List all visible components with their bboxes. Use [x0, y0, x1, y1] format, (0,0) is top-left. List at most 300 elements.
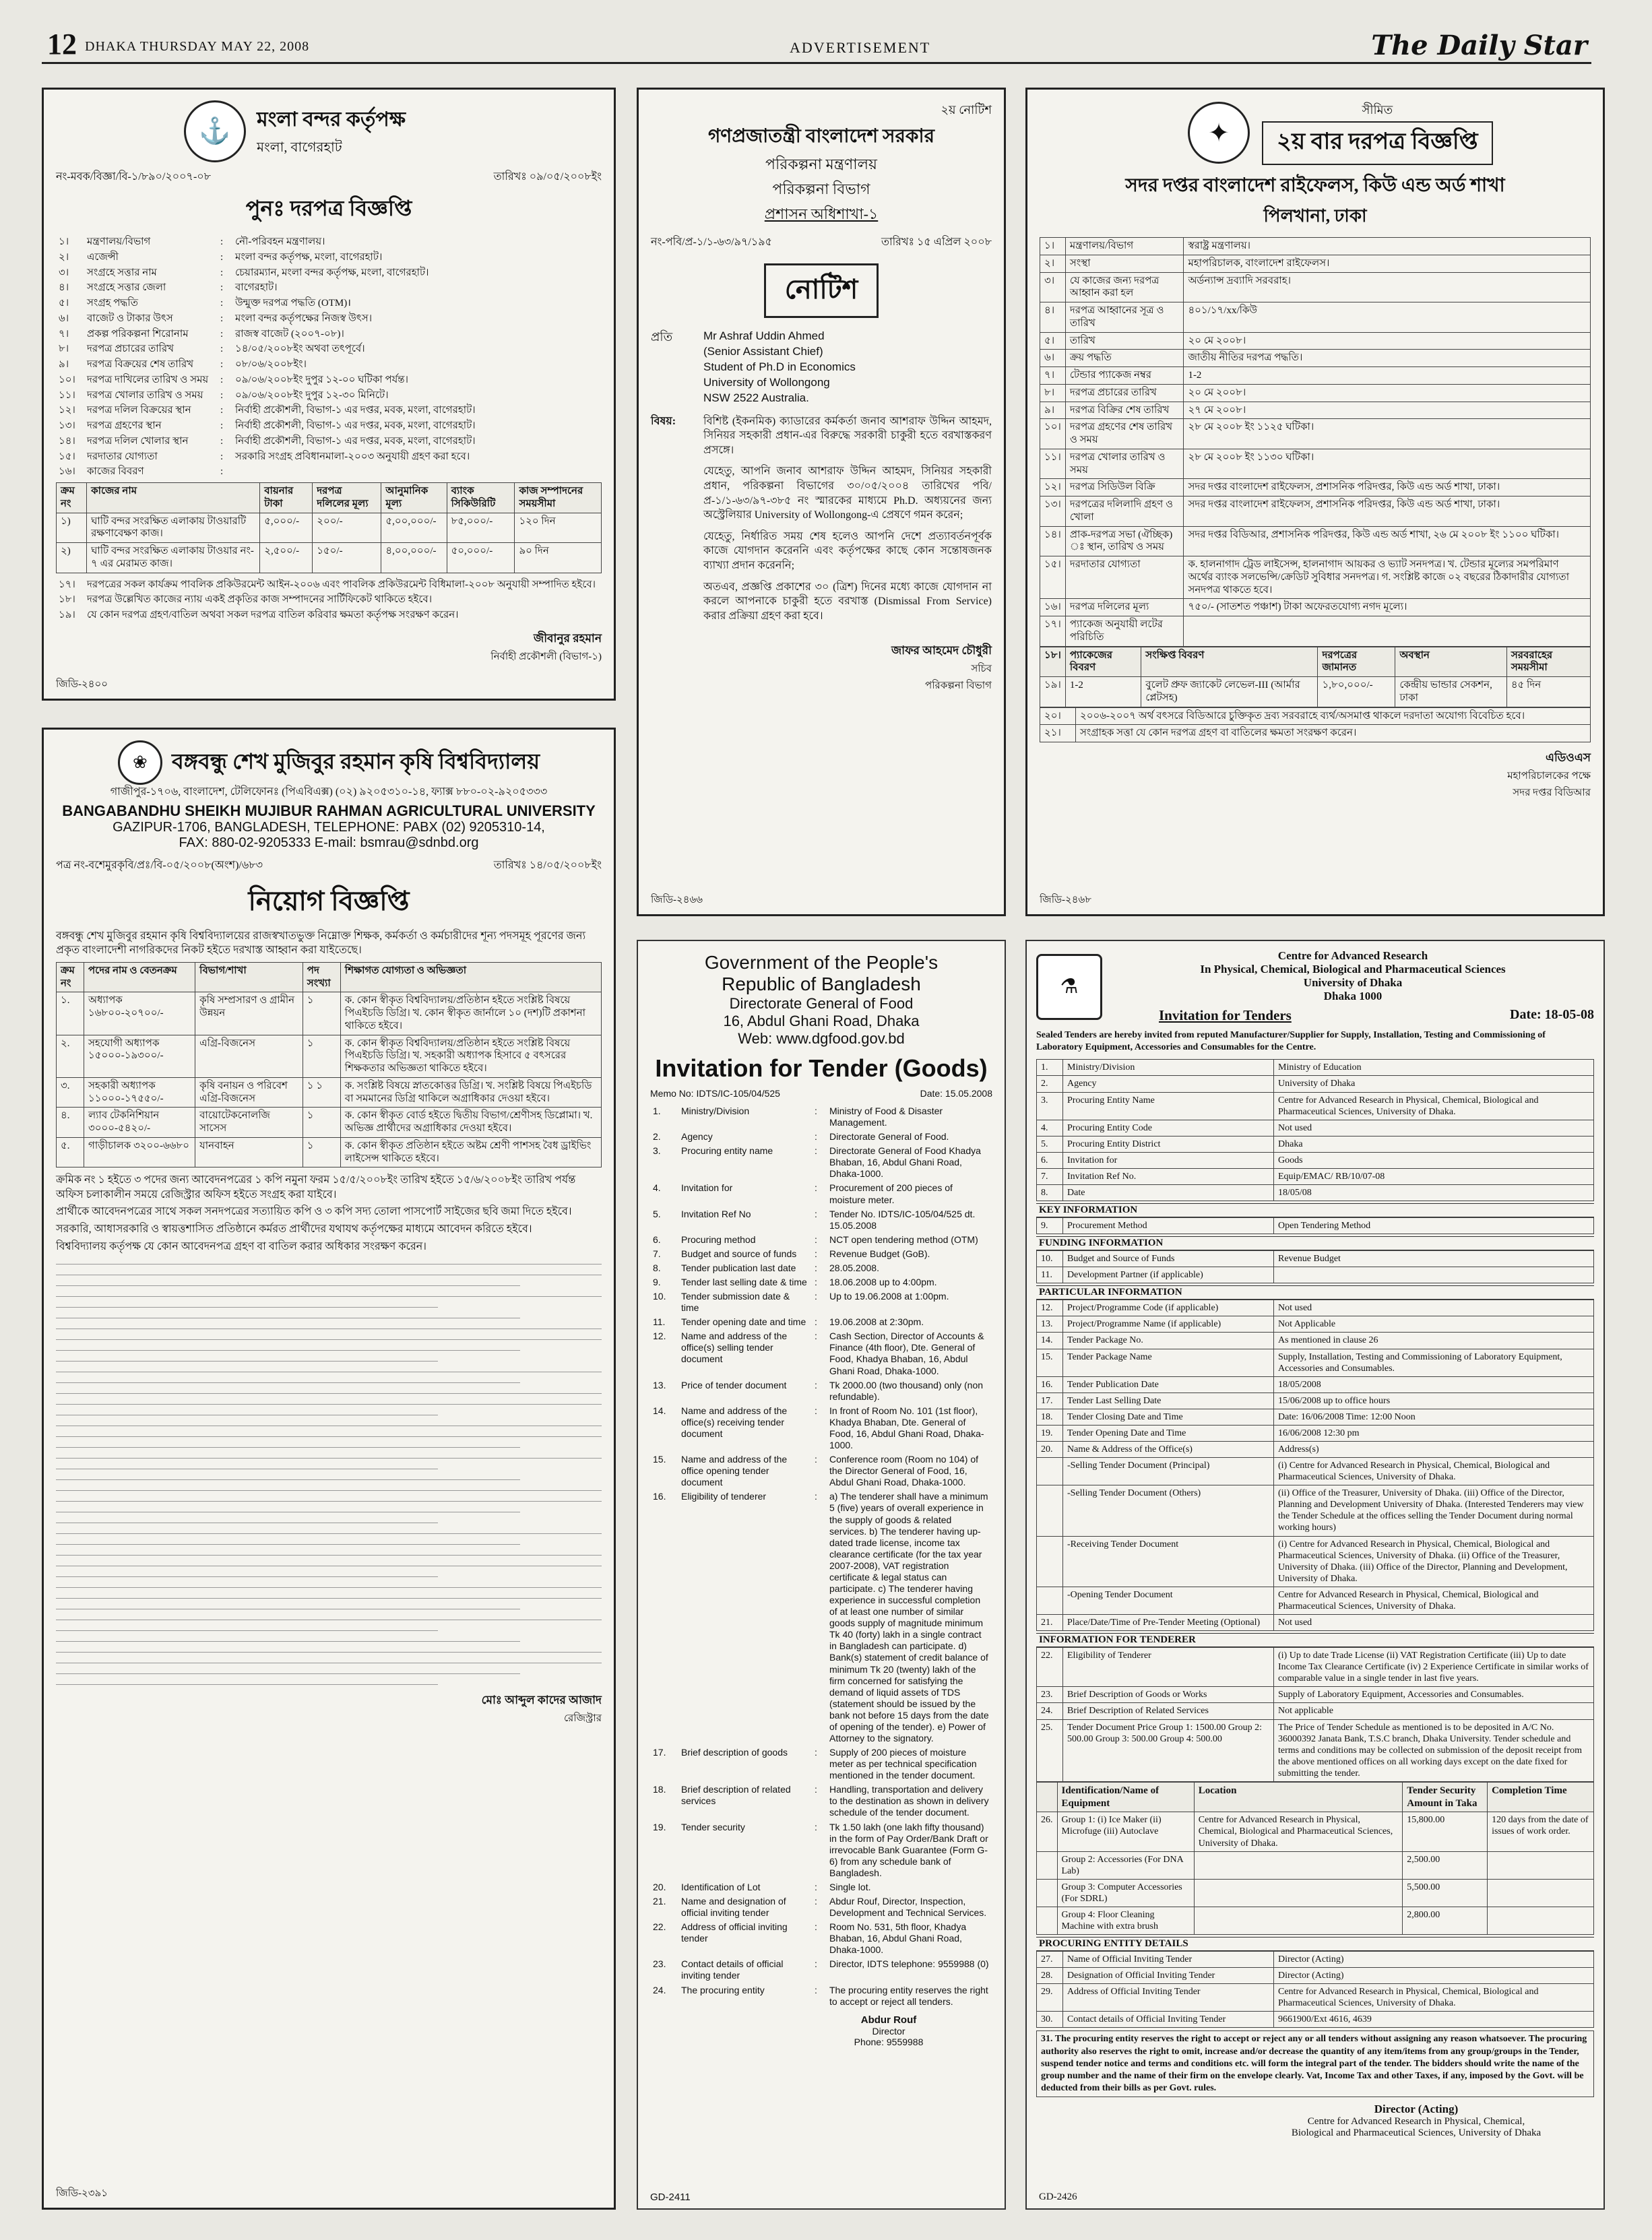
dgfood-item-row [650, 1746, 992, 1783]
bsmrau-post-cell: ৫. [57, 1137, 84, 1167]
car-item-key: -Selling Tender Document (Others) [1063, 1485, 1274, 1536]
bsmrau-post-cell: ক. কোন স্বীকৃত বোর্ড হইতে দ্বিতীয় বিভাগ/শ্রেণীসহ ডিপ্লোমা। খ. অভিজ্ঞ প্রার্থীদের অগ্রাধিকার দেওয়া হইবে। [340, 1108, 601, 1138]
bsmrau-recruitment-ad [42, 728, 616, 2210]
bdr-item-row [1040, 419, 1591, 449]
dgfood-item-row [650, 1261, 992, 1275]
bdr-item-num: ৫। [1040, 332, 1066, 350]
page-number: 12 [47, 28, 77, 61]
mongla-item-key: দরপত্র গ্রহণের স্থান [87, 420, 162, 431]
dgfood-item-key: Invitation for [681, 1182, 733, 1194]
dgfood-item-key: Name and address of the office(s) receiving tender document [681, 1405, 788, 1439]
bdr-item-row [1040, 255, 1591, 272]
dgfood-heading: Invitation for Tender (Goods) [655, 1054, 988, 1082]
car-item-row [1037, 1615, 1594, 1631]
car-item-row [1037, 1300, 1594, 1316]
dgfood-item-value: a) The tenderer shall have a minimum 5 (five) years of overall experience in the supply of goods & related services. b) The tenderer having up-dated trade license, income tax clearance certificate (for the tax year 2007-2008), VAT registration certificate & legal status can participate. c) The tenderer having experience in successful completion of at least one number of similar goods supply of magnitude minimum Tk 40 (forty) lakh in a single contract in Bangladesh can participate. d) Bank(s) statement of credit balance of minimum Tk 20 (twenty) lakh of the firm concerned for satisfying the demand of liquid assets of TDS (statement should be issued by the bank not before 15 days from the date of opening of the tender). e) Power of Attorney to the signatory. [829, 1491, 989, 1743]
car-item-row [1037, 1316, 1594, 1333]
bdr-item-num: ১৫। [1040, 556, 1066, 599]
bdr-item-row [1040, 272, 1591, 302]
bsmrau-post-cell: গাড়ীচালক ৩২০০-৬৬৮০ [84, 1137, 195, 1167]
fine-print-line [56, 1527, 602, 1534]
bsmrau-post-cell: কৃষি সম্প্রসারণ ও গ্রামীন উন্নয়ন [195, 992, 303, 1035]
car-info-c [1036, 1250, 1594, 1283]
car-item-value: University of Dhaka [1274, 1076, 1594, 1092]
bdr-item-key: দরপত্র প্রচারের তারিখ [1065, 384, 1184, 402]
dgfood-item-sep: : [815, 1784, 817, 1795]
bdr-item-row [1040, 616, 1591, 647]
dgfood-ad-code: GD-2411 [650, 2191, 691, 2203]
bsmrau-name-en: BANGABANDHU SHEIKH MUJIBUR RAHMAN AGRICULTURAL UNIVERSITY [62, 802, 596, 819]
dgfood-item-row [650, 1181, 992, 1207]
car-item-value: Director (Acting) [1274, 1968, 1594, 1984]
car-equip-cell: 15,800.00 [1403, 1812, 1488, 1851]
car-item-value: (i) Centre for Advanced Research in Physical, Chemical, Biological and Pharmaceutical Sciences, University of Dhaka. (ii) Office of the Treasurer, University of Dhaka. (iii) Office of the Director, Planning and Development, University of Dhaka. [1274, 1536, 1594, 1587]
car-item-row [1037, 1218, 1594, 1234]
car-equip-col-header: Identification/Name of Equipment [1057, 1782, 1194, 1812]
fine-print-line [56, 1591, 602, 1599]
mongla-item-num: ১২। [59, 405, 75, 416]
mongla-item-value: নির্বাহী প্রকৌশলী, বিভাগ-১ এর দপ্তর, মবক, মংলা, বাগেরহাট। [235, 420, 476, 431]
mongla-note-text: যে কোন দরপত্র গ্রহণ/বাতিল অথবা সকল দরপত্র বাতিল করিবার ক্ষমতা কর্তৃপক্ষ সংরক্ষণ করেন। [87, 610, 459, 620]
car-item-key: Procuring Entity Code [1063, 1120, 1274, 1136]
notice-date-label: তারিখঃ [881, 236, 915, 248]
dgfood-item-sep: : [815, 1316, 817, 1328]
bdr-item-key: দরপত্র আহ্বানের সূত্র ও তারিখ [1065, 302, 1184, 333]
car-item-value: Not used [1274, 1615, 1594, 1631]
dgfood-item-sep: : [815, 1958, 817, 1970]
bsmrau-post-cell: ১ [303, 1137, 340, 1167]
dgfood-item-key: Price of tender document [681, 1379, 787, 1390]
car-item-row [1037, 1968, 1594, 1984]
car-item-num: 2. [1037, 1076, 1063, 1092]
bdr-lot-header: অবস্থান [1395, 647, 1507, 677]
notice-paragraph: বিশিষ্ট (ইকনমিক) ক্যাডারের কর্মকর্তা জনাব আশরাফ উদ্দিন আহমদ, সিনিয়র সহকারী প্রধান-এর বিরুদ্ধে সরকারী চাকুরী হতে বরখাস্তকরণ প্রসঙ্গে। [703, 415, 992, 456]
dgfood-item-value: Abdur Rouf, Director, Inspection, Development and Technical Services. [829, 1896, 987, 1919]
bsmrau-heading: নিয়োগ বিজ্ঞপ্তি [248, 885, 410, 916]
car-item-key: -Selling Tender Document (Principal) [1063, 1458, 1274, 1485]
fine-print-line [56, 1257, 602, 1265]
mongla-item-num: ১। [59, 236, 69, 247]
bdr-item-value: 1-2 [1184, 367, 1591, 385]
fine-print-line [56, 1656, 602, 1663]
dgfood-item-row [650, 1783, 992, 1820]
fine-print-line [56, 1343, 520, 1351]
car-item-row [1037, 1587, 1594, 1614]
mongla-signature-title: নির্বাহী প্রকৌশলী (বিভাগ-১) [490, 651, 602, 662]
car-item-num: 20. [1037, 1442, 1063, 1458]
dgfood-item-key: Name and address of the office opening tender document [681, 1454, 788, 1488]
car-item-num: 27. [1037, 1952, 1063, 1968]
car-item-row [1037, 1687, 1594, 1703]
bsmrau-post-cell: ক. কোন স্বীকৃত প্রতিষ্ঠান হইতে অষ্টম শ্রেণী পাশসহ বৈধ ড্রাইভিং লাইসেন্স থাকিতে হইবে। [340, 1137, 601, 1167]
mongla-item-num: ১১। [59, 389, 75, 401]
car-equip-cell: 2,800.00 [1403, 1907, 1488, 1934]
dgfood-item-num: 6. [653, 1234, 661, 1245]
notice-signature-sub: পরিকল্পনা বিভাগ [925, 680, 992, 692]
bdr-item-value: ২৭ মে ২০০৮। [1184, 402, 1591, 419]
car-item-row [1037, 1349, 1594, 1376]
mongla-item-value: সরকারি সংগ্রহ প্রবিধানমালা-২০০৩ অনুযায়ী গ্রহণ করা হবে। [235, 451, 470, 462]
dgfood-sign-phone: Phone: 9559988 [854, 2036, 924, 2047]
mongla-item-row [56, 403, 602, 418]
fine-print-line [56, 1279, 520, 1286]
mongla-item-sep: : [220, 451, 224, 462]
bsmrau-post-cell: ক. সংশ্লিষ্ট বিষয়ে স্নাতকোত্তর ডিগ্রি। খ. সংশ্লিষ্ট বিষয়ে পিএইচডি বা সমমানের ডিগ্রি থাকিলে অগ্রাধিকার দেওয়া হইবে। [340, 1077, 601, 1108]
car-equip-cell: Group 3: Computer Accessories (For SDRL) [1057, 1879, 1194, 1907]
bdr-item-key: দরপত্র খোলার তারিখ ও সময় [1065, 449, 1184, 479]
bdr-lot-header: দরপত্রের জামানত [1318, 647, 1395, 677]
dgfood-govt-line1: Government of the People's [704, 952, 939, 973]
car-item-value [1274, 1267, 1594, 1283]
car-logo-icon: ⚗ [1036, 954, 1102, 1020]
bsmrau-post-cell: ক. কোন স্বীকৃত বিশ্ববিদ্যালয়/প্রতিষ্ঠান হইতে সংশ্লিষ্ট বিষয়ে পিএইচডি ডিগ্রি। খ. কোন স্বীকৃত জার্নালে ১০ (দশ)টি প্রকাশনা থাকিতে হইবে। [340, 992, 601, 1035]
bsmrau-post-row [57, 992, 602, 1035]
mongla-item-sep: : [220, 298, 224, 309]
bdr-item-value [1184, 616, 1591, 647]
mongla-col-header: কাজের নাম [87, 483, 260, 513]
mongla-signature-name: জীবানুর রহমান [533, 631, 602, 645]
dgfood-item-num: 4. [653, 1182, 661, 1194]
mongla-col-header: ক্রম নং [57, 483, 87, 513]
bdr-item-key: প্রাক-দরপত্র সভা (ঐচ্ছিক) ঃ স্থান, তারিখ ও সময় [1065, 526, 1184, 556]
dgfood-item-value: Revenue Budget (GoB). [829, 1248, 930, 1259]
car-item-value: Director (Acting) [1274, 1952, 1594, 1968]
mongla-item-num: ২। [59, 251, 69, 263]
car-item-key: Ministry/Division [1063, 1060, 1274, 1076]
bdr-item-value: ৭৫০/- (সাতশত পঞ্চাশ) টাকা অফেরতযোগ্য নগদ মূল্যে। [1184, 599, 1591, 616]
dgfood-item-key: Ministry/Division [681, 1106, 750, 1116]
mongla-work-cell: ২,৫০০/- [260, 543, 313, 573]
bdr-item-value: সদর দপ্তর বাংলাদেশ রাইফেলস, প্রশাসনিক পরিদপ্তর, কিউ এন্ড অর্ড শাখা, ঢাকা। [1184, 497, 1591, 527]
car-item-row [1037, 1251, 1594, 1267]
car-title-3: University of Dhaka [1303, 976, 1403, 989]
car-item-key: Agency [1063, 1076, 1274, 1092]
car-equip-col-header [1037, 1782, 1058, 1812]
car-item-value: 18/05/2008 [1274, 1376, 1594, 1393]
car-item-key: Tender Closing Date and Time [1063, 1409, 1274, 1425]
dgfood-item-key: Agency [681, 1131, 713, 1143]
mongla-item-value: নৌ-পরিবহন মন্ত্রণালয়। [235, 236, 325, 247]
dgfood-item-num: 1. [653, 1106, 661, 1116]
car-item-row [1037, 1409, 1594, 1425]
mongla-item-value: ০৮/০৬/২০০৮ইং। [235, 359, 307, 370]
car-item-key: Address of Official Inviting Tender [1063, 1984, 1274, 2012]
bdr-item-key: দরপত্র বিক্রির শেষ তারিখ [1065, 402, 1184, 419]
mongla-item-value: বাগেরহাট। [235, 282, 278, 294]
bsmrau-posts-table [56, 962, 602, 1168]
car-item-num: 29. [1037, 1984, 1063, 2012]
notice-ministry: পরিকল্পনা মন্ত্রণালয় [765, 156, 877, 172]
bdr-extra-row [1040, 707, 1591, 725]
mongla-item-value: ০৯/০৬/২০০৮ইং দুপুর ১২-০০ ঘটিকা পর্যন্ত। [235, 374, 408, 385]
mongla-item-value: উন্মুক্ত দরপত্র পদ্ধতি (OTM)। [235, 298, 351, 309]
dgfood-item-value: 28.05.2008. [829, 1262, 879, 1273]
car-item-value: The Price of Tender Schedule as mentioned is to be deposited in A/C No. 36000392 Janata Bank, T.S.C branch, Dhaka University. Tender schedule and terms and conditions may be collected on submission of the deposit receipt from the above mentioned offices on all working days except on the date fixed for submitting the tender. [1274, 1719, 1594, 1781]
dgfood-item-value: Room No. 531, 5th floor, Khadya Bhaban, 16, Abdul Ghani Road, Dhaka-1000. [829, 1921, 967, 1956]
car-item-key: Procuring Entity District [1063, 1136, 1274, 1152]
mongla-col-header: আনুমানিক মূল্য [381, 483, 447, 513]
bsmrau-post-cell: ১ [303, 992, 340, 1035]
dgfood-item-row [650, 1247, 992, 1261]
dgfood-item-row [650, 1104, 992, 1130]
car-item-key: Tender Package No. [1063, 1333, 1274, 1349]
car-heading: Invitation for Tenders [1159, 1007, 1292, 1023]
bdr-item-value: ২০ মে ২০০৮। [1184, 332, 1591, 350]
mongla-item-num: ৪। [59, 282, 69, 294]
dgfood-item-key: Identification of Lot [681, 1881, 761, 1892]
mongla-work-row [57, 543, 602, 573]
bdr-extra-table [1040, 707, 1591, 743]
car-item-key: Procurement Method [1063, 1218, 1274, 1234]
dgfood-item-value: Up to 19.06.2008 at 1:00pm. [829, 1291, 949, 1302]
car-title-1: Centre for Advanced Research [1277, 949, 1428, 962]
mongla-item-num: ১৩। [59, 420, 75, 431]
fine-print-line [56, 1322, 602, 1329]
fine-print-line [56, 1667, 520, 1674]
car-sign: Director (Acting) [1374, 2103, 1459, 2116]
bsmrau-post-cell: ১ [303, 1108, 340, 1138]
notice-ad-code: জিডি-২৪৬৬ [651, 895, 703, 905]
car-item-value: Centre for Advanced Research in Physical, Chemical, Biological and Pharmaceutical Sciences, University of Dhaka. [1274, 1092, 1594, 1120]
mongla-item-num: ৬। [59, 313, 69, 324]
dgfood-item-key: Address of official inviting tender [681, 1921, 788, 1944]
dgfood-item-sep: : [815, 1131, 817, 1143]
mongla-item-value: নির্বাহী প্রকৌশলী, বিভাগ-১ এর দপ্তর, মবক, মংলা, বাগেরহাট। [235, 435, 476, 447]
bdr-item-row [1040, 449, 1591, 479]
bdr-item-value: সদর দপ্তর বিডিআর, প্রশাসনিক পরিদপ্তর, কিউ এন্ড অর্ড শাখা, ২৬ মে ২০০৮ ইং ১১০০ ঘটিকা। [1184, 526, 1591, 556]
mongla-item-key: মন্ত্রণালয়/বিভাগ [87, 236, 151, 247]
mongla-note-text: দরপত্র উল্লেখিত কাজের ন্যায় একই প্রকৃতির কাজ সম্পাদনের সার্টিফিকেট থাকিতে হইবে। [87, 594, 433, 606]
car-equip-col-header: Completion Time [1488, 1782, 1594, 1812]
dgfood-item-key: Tender submission date & time [681, 1291, 790, 1314]
fine-print-line [56, 1397, 602, 1405]
bsmrau-col-header: পদ সংখ্যা [303, 962, 340, 992]
bsmrau-post-cell: সহযোগী অধ্যাপক ১৫০০০-১৯৩০০/- [84, 1035, 195, 1077]
dgfood-item-sep: : [815, 1821, 817, 1832]
dgfood-item-value: 18.06.2008 up to 4:00pm. [829, 1277, 937, 1288]
notice-recipient [703, 329, 856, 406]
bdr-item-key: তারিখ [1065, 332, 1184, 350]
notice-recipient-line: Mr Ashraf Uddin Ahmed [703, 329, 825, 342]
car-item-num: 19. [1037, 1425, 1063, 1441]
dgfood-item-value: NCT open tendering method (OTM) [829, 1234, 978, 1245]
car-equip-row [1037, 1812, 1594, 1851]
mongla-item-num: ৯। [59, 359, 69, 370]
car-equip-cell: 120 days from the date of issues of work order. [1488, 1812, 1594, 1851]
car-item-row [1037, 1952, 1594, 1968]
car-item-num: 6. [1037, 1152, 1063, 1168]
car-item-key: Tender Opening Date and Time [1063, 1425, 1274, 1441]
bsmrau-notes [56, 1173, 602, 1254]
mongla-item-key: দরপত্র দাখিলের তারিখ ও সময় [87, 374, 209, 385]
car-item-num [1037, 1458, 1063, 1485]
car-item-row [1037, 1648, 1594, 1687]
car-item-key: Eligibility of Tenderer [1063, 1648, 1274, 1687]
dgfood-item-key: Tender opening date and time [681, 1316, 806, 1328]
notice-to-label: প্রতি [651, 330, 673, 344]
mongla-work-cell: ৫,০০,০০০/- [381, 513, 447, 543]
mongla-item-row [56, 265, 602, 281]
car-item-value: Centre for Advanced Research in Physical, Chemical, Biological and Pharmaceutical Sciences, University of Dhaka. [1274, 1587, 1594, 1614]
bsmrau-address-en: GAZIPUR-1706, BANGLADESH, TELEPHONE: PABX (02) 9205310-14, [113, 819, 545, 835]
mongla-item-value: ১৪/০৫/২০০৮ইং অথবা তৎপূর্বে। [235, 344, 365, 355]
mongla-item-key: দরপত্র দলিল বিক্রয়ের স্থান [87, 405, 191, 416]
bdr-lot-cell: 1-2 [1065, 677, 1141, 707]
dgfood-item-key: Tender last selling date & time [681, 1277, 807, 1288]
bdr-item-num: ১৩। [1040, 497, 1066, 527]
mongla-item-value: নির্বাহী প্রকৌশলী, বিভাগ-১ এর দপ্তর, মবক, মংলা, বাগেরহাট। [235, 405, 476, 416]
dgfood-item-sep: : [815, 1405, 817, 1416]
bdr-item-row [1040, 384, 1591, 402]
bdr-item-row [1040, 302, 1591, 333]
bsmrau-post-row [57, 1108, 602, 1138]
car-item-key: -Receiving Tender Document [1063, 1536, 1274, 1587]
mongla-col-header: বায়নার টাকা [260, 483, 313, 513]
mongla-ad-code: জিডি-২৪০০ [56, 679, 108, 690]
bsmrau-post-row [57, 1035, 602, 1077]
car-item-value: Dhaka [1274, 1136, 1594, 1152]
car-equip-cell [1194, 1851, 1403, 1879]
car-date: Date: 18-05-08 [1510, 1007, 1594, 1022]
fine-print-line [56, 1516, 438, 1523]
notice-paragraph: অতএব, প্রজ্ঞপ্তি প্রকাশের ৩০ (ত্রিশ) দিনের মধ্যে কাজে যোগদান না করলে আপনাকে চাকুরী হতে বরখাস্ত (Dismissal From Service) করার প্রক্রিয়া গ্রহণ করা হবে। [703, 581, 992, 622]
bdr-item-num: ৩। [1040, 272, 1066, 302]
bdr-logo-icon: ✦ [1188, 102, 1250, 164]
bdr-item-value: ২৮ মে ২০০৮ ইং ১১৩০ ঘটিকা। [1184, 449, 1591, 479]
dgfood-item-value: Single lot. [829, 1881, 871, 1892]
dgfood-item-value: Tk 1.50 lakh (one lakh fifty thousand) in the form of Pay Order/Bank Draft or irrevocable Bank Guarantee (Form G-6) from any schedule bank of Bangladesh. [829, 1821, 988, 1878]
car-item-num: 5. [1037, 1136, 1063, 1152]
bdr-item-num: ৪। [1040, 302, 1066, 333]
fine-print-line [56, 1494, 602, 1502]
dgfood-item-num: 9. [653, 1277, 661, 1288]
car-item-value: Date: 16/06/2008 Time: 12:00 Noon [1274, 1409, 1594, 1425]
car-info-e [1036, 1647, 1594, 1782]
bdr-extra-row [1040, 725, 1591, 742]
bdr-lot-cell: কেন্দ্রীয় ভান্ডার সেকশন, ঢাকা [1395, 677, 1507, 707]
dgfood-item-row [650, 1404, 992, 1452]
dgfood-item-value: Cash Section, Director of Accounts & Finance (4th floor), Dte. General of Food, Khadya Bhaban, 16, Abdul Ghani Road, Dhaka-1000. [829, 1331, 984, 1376]
mongla-item-key: এজেন্সী [87, 251, 119, 263]
fine-print-line [56, 1624, 438, 1631]
dateline: DHAKA THURSDAY MAY 22, 2008 [85, 39, 310, 54]
bdr-item-num: ১৪। [1040, 526, 1066, 556]
car-item-num: 23. [1037, 1687, 1063, 1703]
car-item-row [1037, 1120, 1594, 1136]
mongla-item-key: দরদাতার যোগ্যতা [87, 451, 158, 462]
mongla-note [56, 592, 602, 608]
mongla-notes [56, 577, 602, 623]
bsmrau-col-header: পদের নাম ও বেতনক্রম [84, 962, 195, 992]
bdr-item-row [1040, 238, 1591, 255]
car-info-f [1036, 1951, 1594, 2028]
car-equip-row [1037, 1851, 1594, 1879]
bsmrau-signature-title: রেজিস্ট্রার [563, 1713, 602, 1725]
dgfood-item-num: 14. [653, 1405, 666, 1416]
bdr-heading: ২য় বার দরপত্র বিজ্ঞপ্তি [1262, 121, 1493, 165]
dgfood-item-key: Brief description of related services [681, 1784, 791, 1807]
car-item-num: 24. [1037, 1703, 1063, 1719]
car-particular-heading: PARTICULAR INFORMATION [1036, 1285, 1594, 1300]
mongla-work-cell: ৫০,০০০/- [447, 543, 515, 573]
bsmrau-post-cell: ১ [303, 1035, 340, 1077]
dgfood-item-sep: : [815, 1248, 817, 1259]
notice-signature-title: সচিব [971, 664, 992, 675]
mongla-item-sep: : [220, 251, 224, 263]
bdr-info-table [1040, 237, 1591, 647]
car-funding-heading: FUNDING INFORMATION [1036, 1236, 1594, 1250]
page-header [42, 27, 1591, 64]
car-equip-cell [1194, 1879, 1403, 1907]
mongla-subtitle: মংলা, বাগেরহাট [257, 140, 342, 155]
dgfood-item-key: The procuring entity [681, 1984, 765, 1995]
bsmrau-post-cell: ৩. [57, 1077, 84, 1108]
mongla-item-num: ১৬। [59, 466, 75, 478]
dgfood-item-num: 3. [653, 1145, 661, 1157]
car-equip-cell: Centre for Advanced Research in Physical, Chemical, Biological and Pharmaceutical Sciences, University of Dhaka. [1194, 1812, 1403, 1851]
mongla-item-sep: : [220, 435, 224, 447]
dgfood-item-sep: : [815, 1262, 817, 1273]
bdr-item-value: ৪০১/১৭/xx/কিউ [1184, 302, 1591, 333]
car-equipment-table [1036, 1782, 1594, 1935]
mongla-note-num: ১৮। [59, 594, 75, 606]
mongla-item-sep: : [220, 389, 224, 401]
car-item-num: 25. [1037, 1719, 1063, 1781]
car-item-num: 18. [1037, 1409, 1063, 1425]
bsmrau-post-row [57, 1137, 602, 1167]
mongla-item-sep: : [220, 313, 224, 324]
fine-print-line [56, 1580, 602, 1588]
fine-print-line [56, 1440, 520, 1448]
car-item-value: Address(s) [1274, 1442, 1594, 1458]
dgfood-item-key: Invitation Ref No [681, 1208, 751, 1219]
dgfood-web: Web: www.dgfood.gov.bd [738, 1030, 905, 1047]
bdr-item-num: ৬। [1040, 350, 1066, 367]
bdr-extra-num: ২০। [1040, 707, 1076, 725]
car-item-num: 8. [1037, 1185, 1063, 1201]
mongla-item-num: ১৫। [59, 451, 75, 462]
mongla-work-cell: ৪,০০,০০০/- [381, 543, 447, 573]
bdr-item-num: ১০। [1040, 419, 1066, 449]
dgfood-item-sep: : [815, 1106, 817, 1116]
mongla-item-row [56, 388, 602, 404]
mongla-work-cell: ২০০/- [313, 513, 381, 543]
dgfood-sign-name: Abdur Rouf [860, 2014, 917, 2026]
fine-print-line [56, 1430, 602, 1437]
dgfood-item-num: 22. [653, 1921, 666, 1933]
fine-print-line [56, 1268, 602, 1275]
car-item-value: Not applicable [1274, 1703, 1594, 1719]
car-title-2: In Physical, Chemical, Biological and Pharmaceutical Sciences [1200, 963, 1506, 975]
bdr-ad-code: জিডি-২৪৬৮ [1040, 895, 1092, 905]
car-equip-cell: 26. [1037, 1812, 1058, 1851]
dgfood-item-num: 12. [653, 1331, 666, 1342]
mongla-item-value: মংলা বন্দর কর্তৃপক্ষের নিজস্ব উৎস। [235, 313, 373, 324]
mongla-work-cell: ২) [57, 543, 87, 573]
mongla-note-text: দরপত্রের সকল কার্যক্রম পাবলিক প্রকিউরমেন্ট আইন-২০০৬ এবং পাবলিক প্রকিউরমেন্ট বিধিমালা-২০০৮ অনুযায়ী সম্পাদিত হইবে। [87, 579, 596, 590]
car-item-value: Not used [1274, 1120, 1594, 1136]
bdr-item-key: টেন্ডার প্যাকেজ নম্বর [1065, 367, 1184, 385]
car-procuring-heading: PROCURING ENTITY DETAILS [1036, 1937, 1594, 1951]
car-item-value: Centre for Advanced Research in Physical, Chemical, Biological and Pharmaceutical Sciences, University of Dhaka. [1274, 1984, 1594, 2012]
car-equip-cell [1037, 1907, 1058, 1934]
bdr-item-row [1040, 526, 1591, 556]
bsmrau-post-cell: ল্যাব টেকনিশিয়ান ৩০০০-৫৪২০/- [84, 1108, 195, 1138]
bdr-item-key: দরদাতার যোগ্যতা [1065, 556, 1184, 599]
dgfood-govt-line2: Republic of Bangladesh [722, 973, 921, 994]
car-item-key: Procuring Entity Name [1063, 1092, 1274, 1120]
dgfood-item-num: 11. [653, 1316, 666, 1328]
